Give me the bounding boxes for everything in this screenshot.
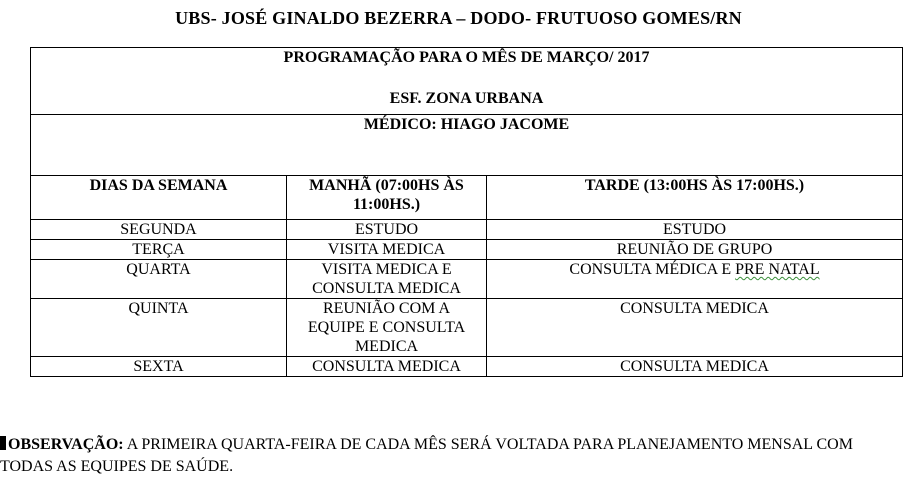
afternoon-cell: CONSULTA MEDICA [487,299,903,357]
morning-cell: VISITA MEDICA E CONSULTA MEDICA [287,260,487,299]
doctor-label: MÉDICO: HIAGO JACOME [31,115,903,176]
morning-cell: CONSULTA MEDICA [287,357,487,377]
column-header-manha: MANHÃ (07:00HS ÀS 11:00HS.) [287,176,487,220]
program-header-row [31,48,903,115]
schedule-table [30,47,903,377]
afternoon-cell: CONSULTA MEDICA [487,357,903,377]
afternoon-text: CONSULTA MÉDICA E [569,261,736,278]
afternoon-cell: REUNIÃO DE GRUPO [487,240,903,260]
morning-cell: VISITA MEDICA [287,240,487,260]
day-cell: SEGUNDA [31,220,287,240]
observation-note [0,434,905,478]
table-row [31,357,903,377]
column-header-row [31,176,903,220]
observation-text: A PRIMEIRA QUARTA-FEIRA DE CADA MÊS SERÁ VOLTADA PARA PLANEJAMENTO MENSAL COM TODAS AS EQUIPES DE SAÚDE. [0,436,853,475]
day-cell: QUINTA [31,299,287,357]
morning-cell: ESTUDO [287,220,487,240]
esf-label: ESF. ZONA URBANA [389,90,544,107]
spellcheck-underlined-text: PRE NATAL [735,261,820,278]
table-row [31,299,903,357]
column-header-tarde: TARDE (13:00HS ÀS 17:00HS.) [487,176,903,220]
doctor-row [31,115,903,176]
day-cell: QUARTA [31,260,287,299]
table-row [31,220,903,240]
bullet-mark-icon [0,436,6,450]
morning-cell: REUNIÃO COM A EQUIPE E CONSULTA MEDICA [287,299,487,357]
afternoon-cell [487,260,903,299]
column-header-dias: DIAS DA SEMANA [31,176,287,220]
table-row [31,240,903,260]
observation-label: OBSERVAÇÃO: [8,436,124,453]
afternoon-cell: ESTUDO [487,220,903,240]
program-title: PROGRAMAÇÃO PARA O MÊS DE MARÇO/ 2017 [283,49,650,66]
program-header-cell [31,48,903,115]
table-row [31,260,903,299]
day-cell: SEXTA [31,357,287,377]
page-title: UBS- JOSÉ GINALDO BEZERRA – DODO- FRUTUOSO GOMES/RN [175,8,742,28]
day-cell: TERÇA [31,240,287,260]
